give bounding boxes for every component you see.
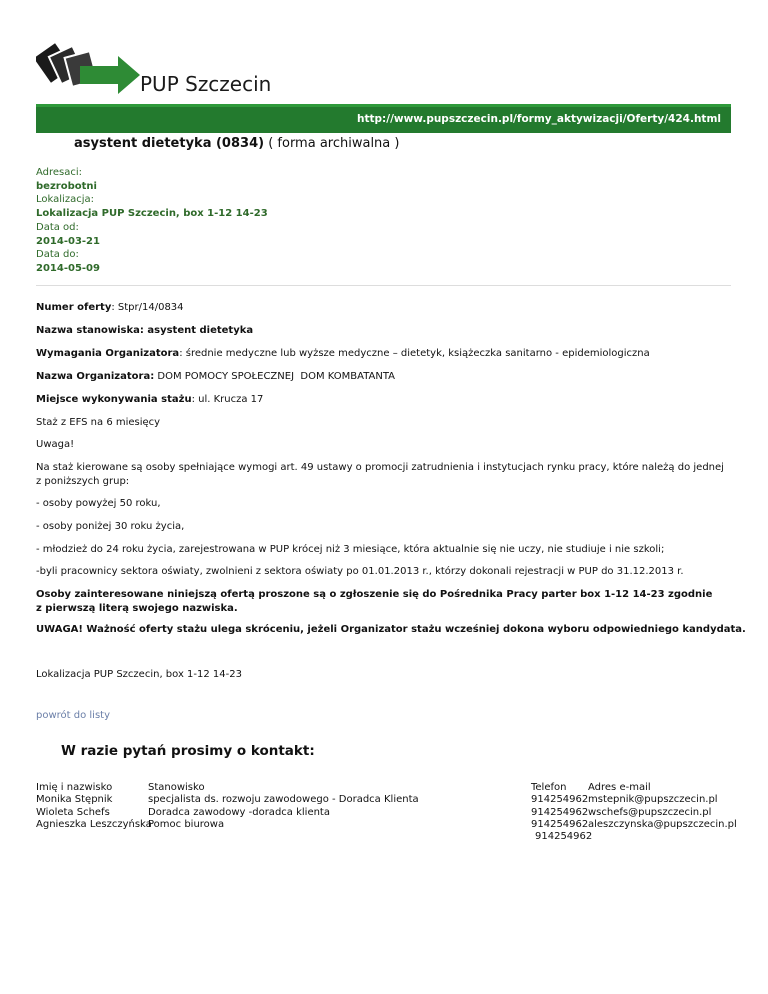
skrocenie: UWAGA! Ważność oferty stażu ulega skróceniu, jeżeli Organizator stażu wcześniej dokona wyboru odpowiedniego kandydata.	[36, 624, 746, 635]
contact-name: Wioleta Schefs	[36, 806, 110, 818]
contact-positions	[148, 782, 419, 831]
intro: Na staż kierowane są osoby spełniające wymogi art. 49 ustawy o promocji zatrudnienia i instytucjach rynku pracy, które należą do jednej z poniższych grup:	[36, 462, 724, 487]
zainteresowane: Osoby zainteresowane niniejszą ofertą proszone są o zgłoszenie się do Pośrednika Pracy parter box 1-12 14-23 zgodnie z pierwszą literą swojego nazwiska.	[36, 589, 713, 614]
group-2: - osoby poniżej 30 roku życia,	[36, 521, 185, 532]
contact-phone-extra: 914254962	[535, 831, 593, 843]
wymagania-value: : średnie medyczne lub wyższe medyczne – dietetyk, książeczka sanitarno - epidemiologiczna	[179, 348, 650, 359]
offer-meta	[36, 166, 268, 276]
data-od-value: 2014-03-21	[36, 235, 100, 247]
contact-phone: 914254962	[531, 806, 589, 818]
pup-logo	[36, 40, 146, 96]
col-position-header: Stanowisko	[148, 782, 205, 793]
offer-title-text: asystent dietetyka (0834)	[74, 136, 265, 151]
contact-phones	[531, 782, 592, 843]
group-1: - osoby powyżej 50 roku,	[36, 498, 161, 509]
col-name-header: Imię i nazwisko	[36, 782, 113, 793]
lokalizacja-value: Lokalizacja PUP Szczecin, box 1-12 14-23	[36, 208, 268, 220]
brand-name: PUP Szczecin	[140, 72, 272, 96]
page-url[interactable]: http://www.pupszczecin.pl/formy_aktywizacji/Oferty/424.html	[357, 113, 721, 125]
lokalizacja-label: Lokalizacja:	[36, 194, 94, 206]
contact-phone: 914254962	[531, 794, 589, 806]
col-email-header: Adres e-mail	[588, 782, 651, 793]
group-4: -byli pracownicy sektora oświaty, zwolnieni z sektora oświaty po 01.01.2013 r., którzy dokonali rejestracji w PUP do 31.12.2013 r.	[36, 566, 684, 577]
organizator-label: Nazwa Organizatora:	[36, 371, 155, 382]
contact-name: Agnieszka Leszczyńska	[36, 818, 152, 830]
adresaci-label: Adresaci:	[36, 167, 83, 178]
miejsce	[36, 393, 263, 407]
contact-position: Doradca zawodowy -doradca klienta	[148, 806, 330, 818]
nazwa-stanowiska: Nazwa stanowiska: asystent dietetyka	[36, 325, 254, 336]
organizator-value: DOM POMOCY SPOŁECZNEJ DOM KOMBATANTA	[154, 371, 396, 382]
contact-name: Monika Stępnik	[36, 794, 113, 806]
wymagania-label: Wymagania Organizatora	[36, 348, 180, 359]
data-do-value: 2014-05-09	[36, 262, 100, 274]
divider	[36, 285, 731, 286]
contact-email[interactable]: aleszczynska@pupszczecin.pl	[588, 818, 737, 830]
staz-info: Staż z EFS na 6 miesięcy	[36, 417, 161, 428]
header-bar	[36, 104, 731, 133]
uwaga: Uwaga!	[36, 439, 75, 450]
numer-oferty-value: : Stpr/14/0834	[111, 302, 184, 313]
miejsce-value: : ul. Krucza 17	[191, 394, 264, 405]
contact-phone: 914254962	[531, 818, 589, 830]
numer-oferty	[36, 301, 184, 315]
numer-oferty-label: Numer oferty	[36, 302, 112, 313]
data-do-label: Data do:	[36, 249, 79, 261]
col-phone-header: Telefon	[531, 782, 567, 793]
offer-title-suffix: ( forma archiwalna )	[268, 136, 400, 151]
back-to-list-link[interactable]: powrót do listy	[36, 710, 111, 721]
contact-position: specjalista ds. rozwoju zawodowego - Doradca Klienta	[148, 794, 419, 806]
contact-email[interactable]: mstepnik@pupszczecin.pl	[588, 794, 718, 806]
contact-heading: W razie pytań prosimy o kontakt:	[61, 743, 315, 759]
contact-email[interactable]: wschefs@pupszczecin.pl	[588, 806, 712, 818]
miejsce-label: Miejsce wykonywania stażu	[36, 394, 192, 405]
offer-title	[74, 136, 399, 151]
organizator	[36, 370, 395, 384]
contact-names	[36, 782, 152, 831]
contact-emails	[588, 782, 737, 831]
data-od-label: Data od:	[36, 221, 79, 233]
adresaci-value: bezrobotni	[36, 180, 97, 192]
wymagania	[36, 347, 650, 361]
group-3: - młodzież do 24 roku życia, zarejestrowana w PUP krócej niż 3 miesiące, która aktualnie się nie uczy, nie studiuje i nie szkoli;	[36, 544, 665, 555]
contact-position: Pomoc biurowa	[148, 818, 225, 830]
lokalizacja-footer: Lokalizacja PUP Szczecin, box 1-12 14-23	[36, 669, 242, 680]
